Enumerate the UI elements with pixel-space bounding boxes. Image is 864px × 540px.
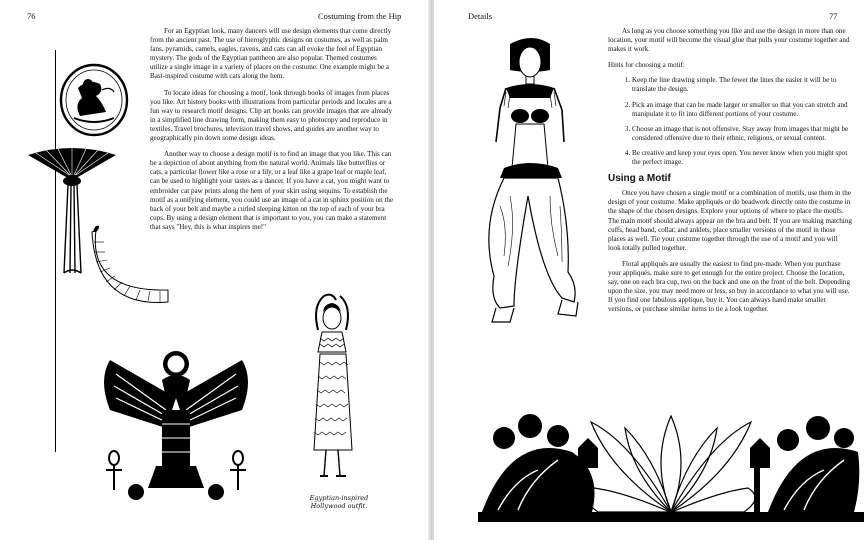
caption-line: Hollywood outfit.: [310, 502, 368, 510]
medallion-illustration: [58, 62, 130, 138]
hints-title: Hints for choosing a motif:: [608, 61, 685, 70]
left-body-text: [150, 27, 394, 239]
lotus-border-illustration: [478, 408, 864, 528]
list-item: 3. Choose an image that is not offensive. Stay away from images that might be considered offensive due to their ethnic, religious, or sexual content.: [632, 125, 852, 143]
horn-illustration: [90, 222, 172, 308]
list-item: 4. Be creative and keep your eyes open. You never know when you might spot the perfect image.: [632, 149, 852, 167]
paragraph: Another way to choose a design motif is to find an image that you like. This can be a depiction of about anything from the natural world. Animals like butterflies or cats, a particular flower like a rose or a lily, or a leaf like a grape leaf or maple leaf, can be used to highlight your tastes as a dancer. If you have a cat, you might want to embroider cat paw prints along the hem of your skirt using sequins. To establish the motif as a unifying element, you could use an image of a cat in sphinx position on the back of your belt and maybe a curled sleeping kitten on the top of each of your bra cups. By using a design element that is important to you, you can make a statement that says "Hey, this is what inspires me!": [150, 150, 394, 231]
paragraph: For an Egyptian look, many dancers will use design elements that come directly from the ancient past. The use of hieroglyphic designs on costumes, as well as palm fans, pyramids, camels, eagles, ravens, and cats can all evoke the feel of Egyptian mystery. The gods of the Egyptian pantheon are also popular. Themed costumes utilize a single image in a variety of places on the costume. One example might be a Bast-inspired costume with cats along the hem.: [150, 27, 392, 81]
list-item: 2. Pick an image that can be made larger or smaller so that you can stretch and manipulate it to fit into different portions of your costume.: [632, 101, 852, 119]
list-item: 1. Keep the line drawing simple. The fewer the lines the easier it will be to translate the design.: [632, 76, 852, 94]
left-page: [0, 0, 430, 540]
caption-line: Egyptian-inspired: [309, 494, 369, 502]
right-page: [434, 0, 864, 540]
right-body-text: [608, 27, 852, 321]
winged-falcon-illustration: [96, 340, 256, 510]
paragraph: Once you have chosen a single motif or a combination of motifs, use them in the design of your costume. Make appliqués or do beadwork directly onto the costume in the shape of the chosen designs. Explore your options of where to place the motifs. The main motif should always appear on the bra and belt. If you are making matching cuffs, head band, collar, and anklets, place smaller versions of the motif in those places as well. Tie your costume together through the use of a motif and you will look totally pulled together.: [608, 189, 852, 252]
page-number: 76: [27, 11, 36, 21]
section-heading: Using a Motif: [608, 173, 671, 185]
harem-dancer-illustration: [470, 36, 594, 326]
hollywood-dancer-illustration: [298, 290, 368, 496]
paragraph: As long as you choose something you like and use the design in more than one location, your motif will become the visual glue that pulls your costume together and makes it work.: [608, 27, 850, 54]
paragraph: Floral appliqués are usually the easiest to find pre-made. When you purchase your appliqués, make sure to get enough for the entire project. Choose the location, say, one on each bra cup, two on the back and one on the front of the belt. Depending upon the size, you may need more or less, so buy in accordance to what you will use. If you find one fabulous applique, buy it. You can always hand make smaller versions, or purchase similar items to tie a look together.: [608, 259, 851, 314]
running-head: Details: [468, 11, 493, 21]
hints-list: [608, 76, 852, 167]
page-number: 77: [829, 11, 838, 21]
paragraph: To locate ideas for choosing a motif, look through books of images from places you like. Art history books with illustrations from particular periods and locales are a fun way to research motif designs. Clip art books can provide images that are already in a simplified line drawing form, making them easy to photocopy and reproduce in textiles. Travel brochures, television travel shows, and guides are another way to geographically pin down some design ideas.: [150, 88, 393, 143]
figure-caption: [306, 494, 372, 510]
running-head: Costuming from the Hip: [318, 11, 402, 21]
